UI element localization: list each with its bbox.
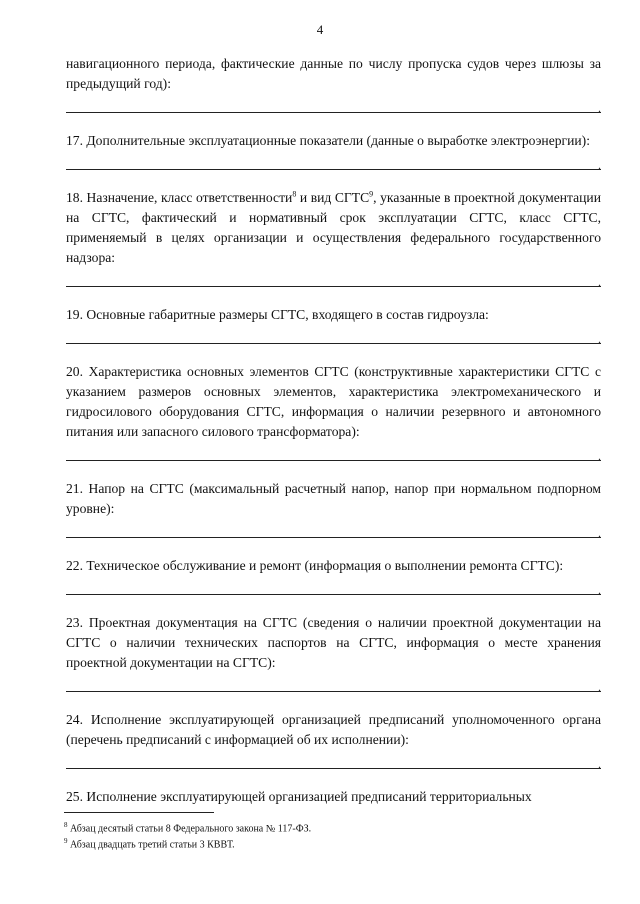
item-17-fill-line[interactable] (66, 155, 601, 170)
fill-line-end: . (598, 526, 601, 540)
item-18-text (66, 188, 601, 268)
footnote-separator (64, 812, 214, 813)
item-18-fill-line[interactable] (66, 272, 601, 287)
item-17-text: 17. Дополнительные эксплуатационные показатели (данные о выработке электроэнергии): (66, 133, 590, 148)
item-23-text: 23. Проектная документация на СГТС (сведения о наличии проектной документации на СГТС о наличии технических паспортов на СГТС, информация о месте хранения проектной документации на СГТС): (66, 615, 601, 670)
item-17 (66, 131, 601, 170)
item-18-text-a: 18. Назначение, класс ответственности (66, 190, 293, 205)
item-18 (66, 188, 601, 287)
footnote-text: Абзац десятый статьи 8 Федерального закона № 117-ФЗ. (67, 823, 312, 835)
item-24-text: 24. Исполнение эксплуатирующей организацией предписаний уполномоченного органа (перечень предписаний с информацией об их исполнении): (66, 712, 601, 747)
fill-line-end: . (598, 680, 601, 694)
intro-fill-line[interactable] (66, 98, 601, 113)
item-24 (66, 710, 601, 769)
item-22-text: 22. Техническое обслуживание и ремонт (информация о выполнении ремонта СГТС): (66, 558, 564, 573)
intro-text: навигационного периода, фактические данные по числу пропуска судов через шлюзы за предыдущий год): (66, 56, 601, 91)
fill-line-end: . (598, 757, 601, 771)
footnote-mark: 8 (64, 821, 68, 829)
item-22-fill-line[interactable] (66, 580, 601, 595)
item-18-text-c: , указанные в проектной документации на СГТС, фактический и нормативный срок эксплуатации СГТС, класс СГТС, применяемый в целях организации и осуществления федерального государственного надзора: (66, 190, 601, 265)
item-20 (66, 362, 601, 461)
fill-line-end: . (598, 158, 601, 172)
item-25 (66, 787, 601, 807)
item-18-text-b: и вид СГТС (296, 190, 370, 205)
page-number: 4 (316, 22, 324, 37)
footnotes (64, 812, 599, 852)
item-20-fill-line[interactable] (66, 446, 601, 461)
intro-section (66, 54, 601, 113)
item-19 (66, 305, 601, 344)
footnote-ref-8[interactable]: 8 (292, 189, 297, 199)
fill-line-end: . (598, 449, 601, 463)
footnote-ref-9[interactable]: 9 (369, 189, 374, 199)
item-24-fill-line[interactable] (66, 754, 601, 769)
item-19-text: 19. Основные габаритные размеры СГТС, входящего в состав гидроузла: (66, 307, 489, 322)
item-21-fill-line[interactable] (66, 523, 601, 538)
item-19-fill-line[interactable] (66, 329, 601, 344)
item-21-text: 21. Напор на СГТС (максимальный расчетный напор, напор при нормальном подпорном уровне): (66, 481, 601, 516)
footnote-text: Абзац двадцать третий статьи 3 КВВТ. (67, 839, 235, 851)
item-25-text: 25. Исполнение эксплуатирующей организацией предписаний территориальных (66, 789, 532, 804)
footnote-mark: 9 (64, 837, 68, 846)
fill-line-end: . (598, 332, 601, 346)
item-23-fill-line[interactable] (66, 677, 601, 692)
footnote-8 (64, 819, 599, 835)
fill-line-end: . (598, 101, 601, 115)
fill-line-end: . (598, 583, 601, 597)
fill-line-end: . (598, 275, 601, 289)
item-23 (66, 613, 601, 692)
footnote-9 (64, 835, 599, 851)
item-22 (66, 556, 601, 595)
document-body (66, 54, 601, 807)
item-20-text: 20. Характеристика основных элементов СГТС (конструктивные характеристики СГТС с указанием размеров основных элементов, характеристика электромеханического и гидросилового оборудования СГТС, информация о наличии резервного и автономного питания или запасного силового трансформатора): (66, 364, 601, 439)
item-21 (66, 479, 601, 538)
